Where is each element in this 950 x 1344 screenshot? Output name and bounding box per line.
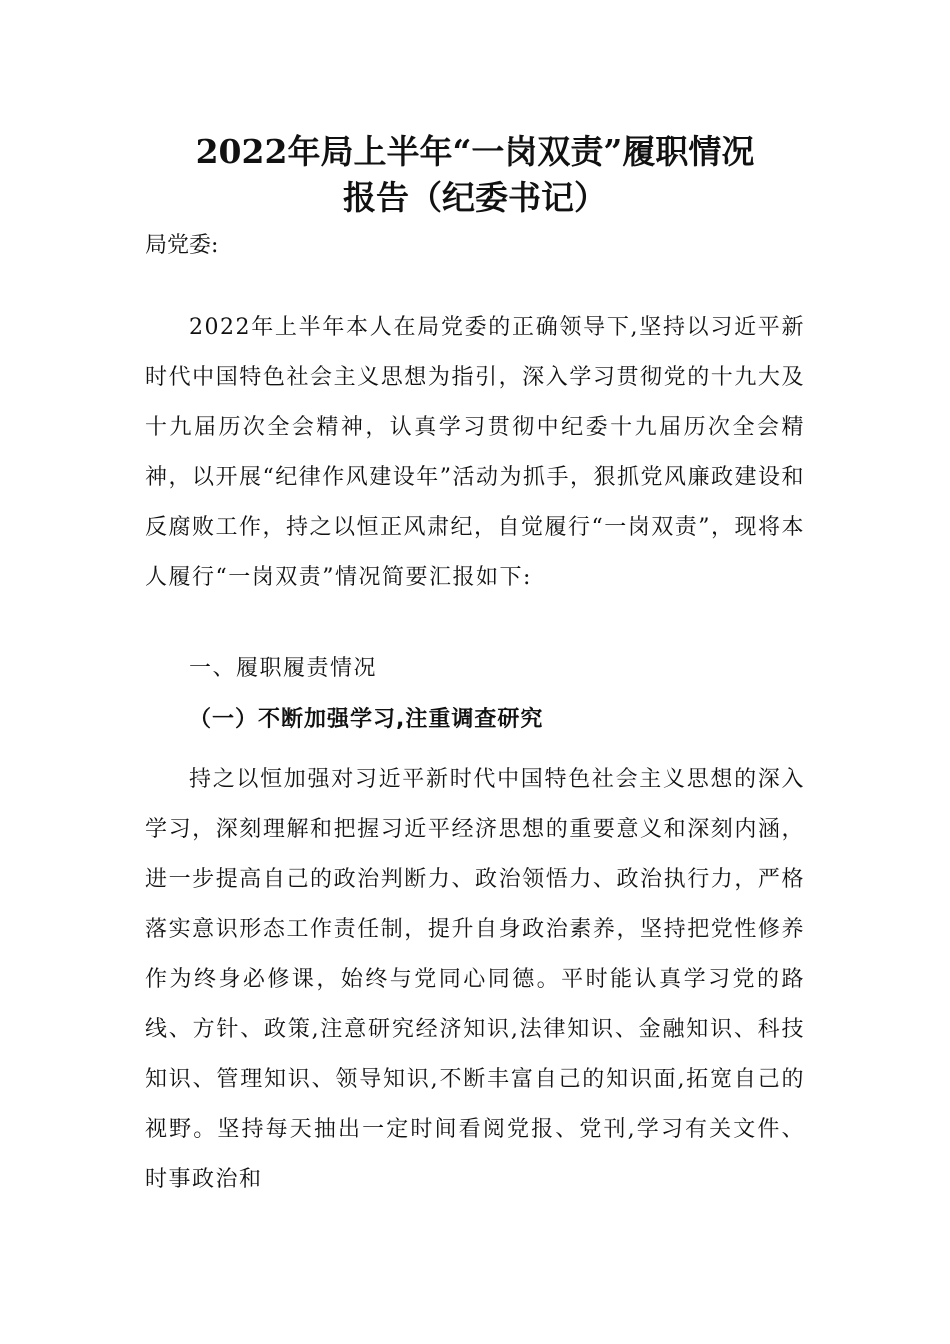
section-heading: 一、履职履责情况: [189, 656, 378, 681]
subsection-heading: （一）不断加强学习,注重调查研究: [189, 707, 544, 732]
document-title-line2: 报告（纪委书记）: [343, 178, 607, 217]
paragraph-study: 持之以恒加强对习近平新时代中国特色社会主义思想的深入学习，深刻理解和把握习近平经济思想的重要意义和深刻内涵，进一步提高自己的政治判断力、政治领悟力、政治执行力，严格落实意识形态工作责任制，提升自身政治素养，坚持把党性修养作为终身必修课，始终与党同心同德。平时能认真学习党的路线、方针、政策,注意研究经济知识,法律知识、金融知识、科技知识、管理知识、领导知识,不断丰富自己的知识面,拓宽自己的视野。坚持每天抽出一定时间看阅党报、党刊,学习有关文件、时事政治和: [145, 767, 805, 1192]
paragraph-intro: 2022年上半年本人在局党委的正确领导下,坚持以习近平新时代中国特色社会主义思想为指引，深入学习贯彻党的十九大及十九届历次全会精神，认真学习贯彻中纪委十九届历次全会精神，以开展“纪律作风建设年”活动为抓手，狠抓党风廉政建设和反腐败工作，持之以恒正风肃纪，自觉履行“一岗双责”，现将本人履行“一岗双责”情况简要汇报如下:: [145, 315, 805, 590]
salutation: 局党委:: [145, 233, 219, 258]
document-title-line1: 2022年局上半年“一岗双责”履职情况: [195, 132, 755, 171]
